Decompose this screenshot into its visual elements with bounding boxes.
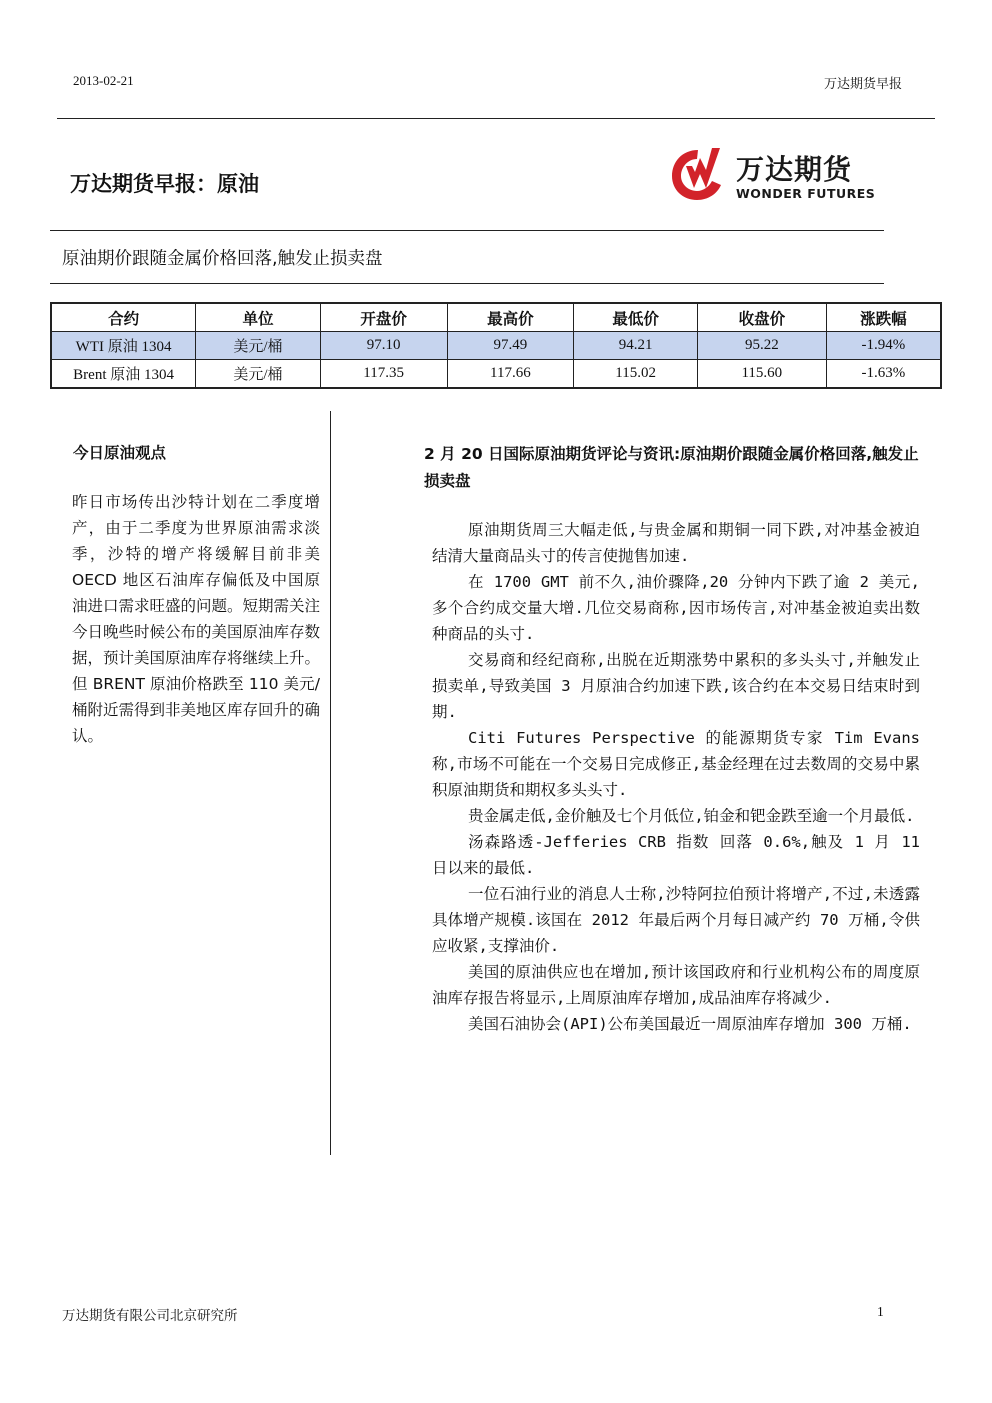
news-body bbox=[432, 517, 920, 1037]
table-cell: 美元/桶 bbox=[196, 360, 321, 389]
col-header-close: 收盘价 bbox=[697, 303, 826, 332]
table-cell: 115.60 bbox=[697, 360, 826, 389]
company-logo bbox=[668, 144, 878, 204]
col-header-contract: 合约 bbox=[51, 303, 196, 332]
news-paragraph: 原油期货周三大幅走低,与贵金属和期铜一同下跌,对冲基金被迫结清大量商品头寸的传言使抛售加速. bbox=[432, 521, 920, 565]
news-heading: 2 月 20 日国际原油期货评论与资讯:原油期价跟随金属价格回落,触发止损卖盘 bbox=[424, 445, 919, 490]
news-paragraph: 一位石油行业的消息人士称,沙特阿拉伯预计将增产,不过,未透露具体增产规模.该国在 2012 年最后两个月每日减产约 70 万桶,令供应收紧,支撑油价. bbox=[432, 885, 920, 955]
table-cell: 97.10 bbox=[320, 332, 447, 360]
table-row-wti bbox=[51, 332, 941, 360]
table-cell: 117.66 bbox=[447, 360, 574, 389]
header-date: 2013-02-21 bbox=[73, 73, 134, 88]
table-cell: -1.94% bbox=[826, 332, 941, 360]
col-header-low: 最低价 bbox=[574, 303, 698, 332]
col-header-open: 开盘价 bbox=[320, 303, 447, 332]
table-cell: WTI 原油 1304 bbox=[51, 332, 196, 360]
news-paragraph: 在 1700 GMT 前不久,油价骤降,20 分钟内下跌了逾 2 美元,多个合约成交量大增.几位交易商称,因市场传言,对冲基金被迫卖出数种商品的头寸. bbox=[432, 573, 920, 643]
col-header-unit: 单位 bbox=[196, 303, 321, 332]
subtitle-top-rule bbox=[50, 230, 884, 231]
news-paragraph: 美国的原油供应也在增加,预计该国政府和行业机构公布的周度原油库存报告将显示,上周原油库存增加,成品油库存将减少. bbox=[432, 963, 920, 1007]
news-paragraph: Citi Futures Perspective 的能源期货专家 Tim Evans 称,市场不可能在一个交易日完成修正,基金经理在过去数周的交易中累积原油期货和期权多头头寸. bbox=[432, 729, 920, 799]
table-cell: 115.02 bbox=[574, 360, 698, 389]
price-table bbox=[50, 302, 942, 389]
news-paragraph: 美国石油协会(API)公布美国最近一周原油库存增加 300 万桶. bbox=[468, 1015, 912, 1033]
report-subtitle: 原油期价跟随金属价格回落,触发止损卖盘 bbox=[62, 249, 383, 269]
header-divider bbox=[57, 118, 935, 119]
subtitle-bottom-rule bbox=[50, 283, 884, 284]
logo-name-en: WONDER FUTURES bbox=[736, 186, 876, 201]
table-cell: -1.63% bbox=[826, 360, 941, 389]
table-cell: Brent 原油 1304 bbox=[51, 360, 196, 389]
wonder-futures-logo-icon bbox=[668, 144, 730, 204]
header-publication: 万达期货早报 bbox=[823, 77, 902, 92]
table-header-row bbox=[51, 303, 941, 332]
table-cell: 美元/桶 bbox=[196, 332, 321, 360]
column-divider bbox=[330, 411, 331, 1155]
news-paragraph: 贵金属走低,金价触及七个月低位,铂金和钯金跌至逾一个月最低. bbox=[468, 807, 915, 825]
table-row-brent bbox=[51, 360, 941, 389]
table-cell: 97.49 bbox=[447, 332, 574, 360]
logo-name-cn: 万达期货 bbox=[736, 153, 853, 186]
outlook-body: 昨日市场传出沙特计划在二季度增产，由于二季度为世界原油需求淡季，沙特的增产将缓解目前非美 OECD 地区石油库存偏低及中国原油进口需求旺盛的问题。短期需关注今日晚些时候公布的美国原油库存数据，预计美国原油库存将继续上升。但 BRENT 原油价格跌至 110 美元/桶附近需得到非美地区库存回升的确认。 bbox=[72, 493, 321, 745]
outlook-heading: 今日原油观点 bbox=[73, 444, 167, 462]
table-cell: 95.22 bbox=[697, 332, 826, 360]
news-paragraph: 汤森路透-Jefferies CRB 指数 回落 0.6%,触及 1 月 11 日以来的最低. bbox=[432, 833, 920, 877]
col-header-change: 涨跌幅 bbox=[826, 303, 941, 332]
page-title: 万达期货早报：原油 bbox=[70, 172, 259, 196]
page-number: 1 bbox=[877, 1304, 884, 1319]
col-header-high: 最高价 bbox=[447, 303, 574, 332]
table-cell: 94.21 bbox=[574, 332, 698, 360]
footer-company: 万达期货有限公司北京研究所 bbox=[62, 1308, 238, 1324]
table-cell: 117.35 bbox=[320, 360, 447, 389]
news-paragraph: 交易商和经纪商称,出脱在近期涨势中累积的多头头寸,并触发止损卖单,导致美国 3 月原油合约加速下跌,该合约在本交易日结束时到期. bbox=[432, 651, 920, 721]
